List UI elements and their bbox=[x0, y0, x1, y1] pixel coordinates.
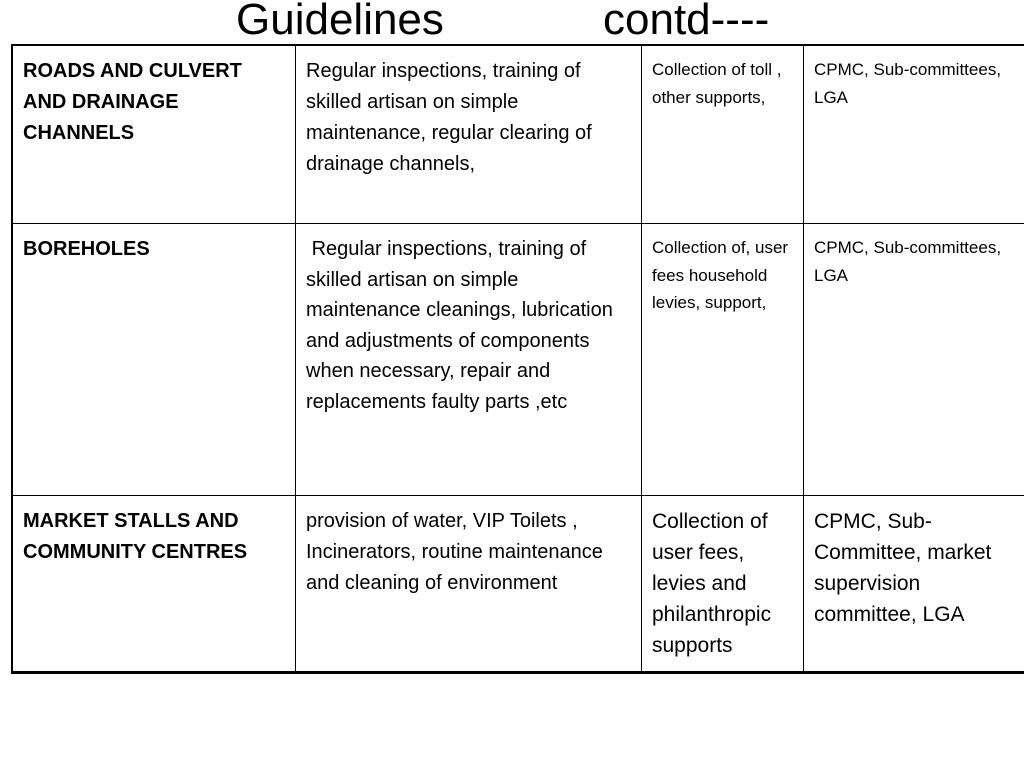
responsible-cell-market-stalls: CPMC, Sub-Committee, market supervision committee, LGA bbox=[814, 510, 992, 626]
responsible-cell-roads bbox=[804, 46, 1024, 224]
funding-cell-market-stalls: Collection of user fees, levies and philanthropic supports bbox=[642, 496, 804, 674]
title-main: Guidelines bbox=[236, 0, 444, 44]
funding-cell-boreholes: Collection of, user fees household levies, support, bbox=[642, 224, 804, 496]
responsible-cell-boreholes bbox=[804, 224, 1024, 496]
activities-cell-market-stalls: provision of water, VIP Toilets , Incinerators, routine maintenance and cleaning of environment bbox=[296, 496, 642, 674]
responsible-line: LGA bbox=[814, 265, 849, 285]
funding-cell-roads: Collection of toll , other supports, bbox=[642, 46, 804, 224]
facility-cell-roads: ROADS AND CULVERT AND DRAINAGE CHANNELS bbox=[13, 46, 296, 224]
responsible-line: CPMC, Sub-committees, bbox=[814, 60, 1002, 79]
title-suffix: contd---- bbox=[603, 0, 770, 44]
responsible-line: CPMC, Sub-committees, bbox=[814, 238, 1002, 257]
activities-cell-boreholes: Regular inspections, training of skilled artisan on simple maintenance cleanings, lubrication and adjustments of components when necessary, repair and replacements faulty parts ,etc bbox=[296, 224, 642, 496]
facility-cell-market-stalls: MARKET STALLS AND COMMUNITY CENTRES bbox=[13, 496, 296, 674]
facility-cell-boreholes: BOREHOLES bbox=[13, 224, 296, 496]
slide-title bbox=[0, 0, 1024, 46]
activities-cell-roads: Regular inspections, training of skilled artisan on simple maintenance, regular clearing of drainage channels, bbox=[296, 46, 642, 224]
responsible-line: LGA bbox=[814, 87, 849, 107]
guidelines-table bbox=[11, 44, 1024, 674]
